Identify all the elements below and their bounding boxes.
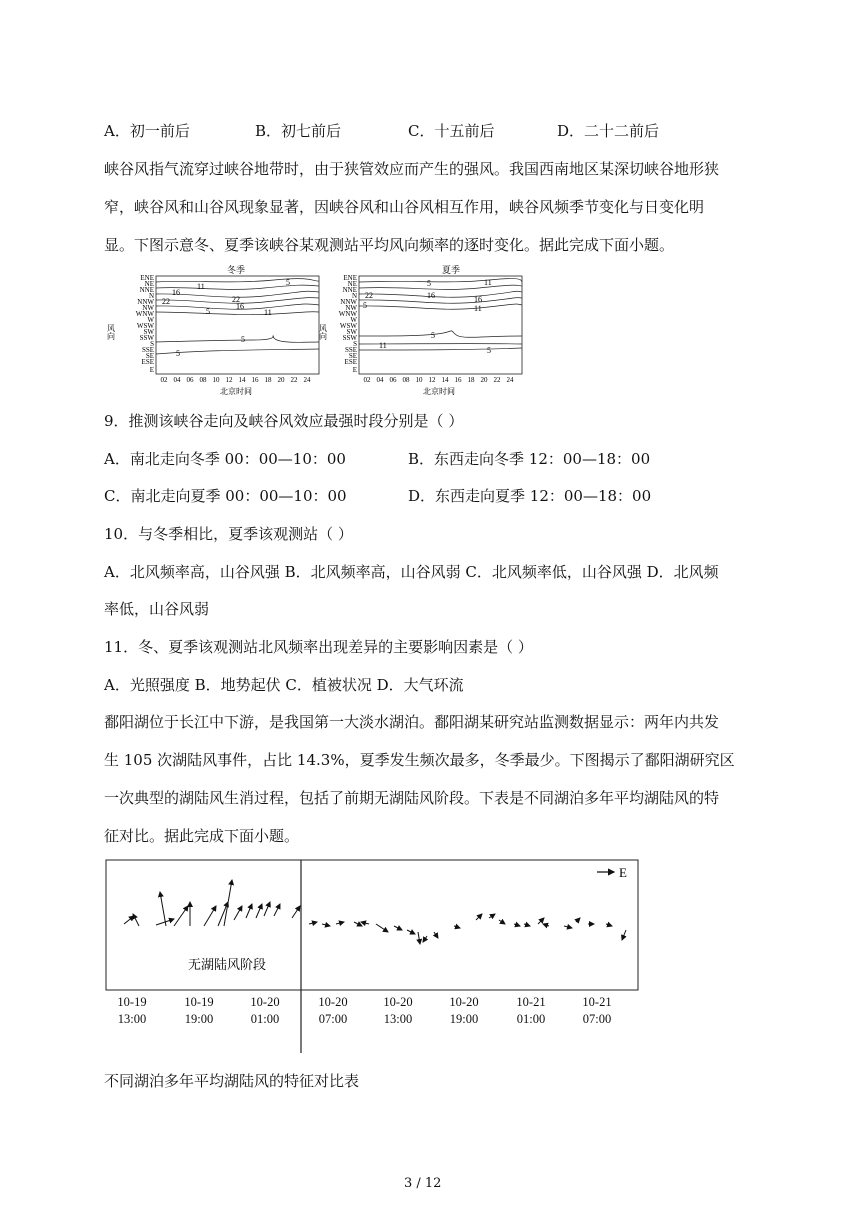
legend-label: E <box>619 865 627 880</box>
svg-text:SW: SW <box>143 328 154 336</box>
svg-text:5: 5 <box>363 301 367 310</box>
svg-text:10: 10 <box>415 376 423 384</box>
svg-text:06: 06 <box>389 376 397 384</box>
wind-vector <box>576 918 580 922</box>
svg-text:5: 5 <box>206 307 210 316</box>
svg-text:10: 10 <box>212 376 220 384</box>
wind-vector <box>322 924 330 926</box>
wind-vector <box>622 930 626 940</box>
wind-vector <box>292 906 300 918</box>
svg-text:NNW: NNW <box>340 298 357 306</box>
svg-text:18: 18 <box>264 376 272 384</box>
svg-text:11: 11 <box>197 282 205 291</box>
svg-text:16: 16 <box>454 376 462 384</box>
wind-vector <box>606 924 612 926</box>
svg-text:SSW: SSW <box>139 334 154 342</box>
wind-vector <box>434 932 438 938</box>
option-c: C．十五前后 <box>408 122 495 140</box>
wind-vector <box>204 906 216 926</box>
table-caption: 不同湖泊多年平均湖陆风的特征对比表 <box>104 1072 360 1090</box>
svg-text:ESE: ESE <box>344 358 357 366</box>
svg-text:E: E <box>352 366 357 374</box>
option-b: B．初七前后 <box>255 122 342 140</box>
wind-vector <box>133 914 139 926</box>
svg-text:20: 20 <box>480 376 488 384</box>
svg-text:ENE: ENE <box>140 274 154 282</box>
winter-title: 冬季 <box>226 265 246 275</box>
svg-text:5: 5 <box>431 331 435 340</box>
tick-time: 01:00 <box>516 1012 546 1026</box>
wind-vector <box>407 930 415 934</box>
wind-vector <box>514 924 520 926</box>
svg-text:E: E <box>149 366 154 374</box>
tick-time: 07:00 <box>318 1012 348 1026</box>
svg-text:5: 5 <box>286 278 290 287</box>
wind-vector <box>564 926 572 928</box>
wind-vector <box>476 914 482 920</box>
svg-text:5: 5 <box>176 349 180 358</box>
y-axis-label: 风向 <box>106 324 116 340</box>
tick-time: 01:00 <box>250 1012 280 1026</box>
passage-line: 征对比。据此完成下面小题。 <box>104 827 300 845</box>
passage-line: 显。下图示意冬、夏季该峡谷某观测站平均风向频率的逐时变化。据此完成下面小题。 <box>104 236 675 254</box>
tick-time: 13:00 <box>383 1012 413 1026</box>
wind-frequency-figure <box>104 264 534 399</box>
summer-plot-frame <box>359 276 522 374</box>
q9-option-a: A．南北走向冬季 00：00—10：00 <box>104 450 346 468</box>
wind-vector <box>376 924 388 932</box>
option-a: A．初一前后 <box>104 122 190 140</box>
svg-text:S: S <box>353 340 357 348</box>
svg-text:S: S <box>150 340 154 348</box>
stage-label: 无湖陆风阶段 <box>188 957 267 972</box>
svg-text:风向: 风向 <box>318 324 328 340</box>
svg-text:22: 22 <box>162 297 170 306</box>
svg-text:24: 24 <box>506 376 514 384</box>
wind-vectors <box>124 880 626 944</box>
svg-text:11: 11 <box>474 304 482 313</box>
svg-text:N: N <box>148 292 154 300</box>
svg-text:SSW: SSW <box>342 334 357 342</box>
svg-text:NW: NW <box>345 304 357 312</box>
winter-plot-frame <box>156 276 319 374</box>
svg-text:02: 02 <box>160 376 168 384</box>
wind-vector <box>336 922 344 924</box>
x-axis-label: 北京时间 <box>220 387 252 396</box>
wind-vector <box>489 914 495 918</box>
q10-options-cont: 率低，山谷风弱 <box>104 600 210 618</box>
svg-text:11: 11 <box>264 308 272 317</box>
tick-date: 10-19 <box>184 995 214 1009</box>
svg-text:14: 14 <box>238 376 246 384</box>
wind-vector <box>224 880 232 926</box>
tick-time: 07:00 <box>582 1012 612 1026</box>
question-10-stem: 10．与冬季相比，夏季该观测站（ ） <box>104 525 353 543</box>
tick-date: 10-20 <box>449 995 479 1009</box>
wind-vector <box>354 922 362 926</box>
svg-text:NW: NW <box>142 304 154 312</box>
wind-vector <box>454 926 460 928</box>
svg-text:WNW: WNW <box>338 310 357 318</box>
q10-options: A．北风频率高，山谷风强 B．北风频率高，山谷风弱 C．北风频率低，山谷风强 D．北风频 <box>104 563 719 581</box>
tick-time: 19:00 <box>184 1012 214 1026</box>
passage-line: 峡谷风指气流穿过峡谷地带时，由于狭管效应而产生的强风。我国西南地区某深切峡谷地形狭 <box>104 160 720 178</box>
svg-text:24: 24 <box>303 376 311 384</box>
wind-vector <box>394 926 402 930</box>
page-number: 3 / 12 <box>404 1176 442 1191</box>
svg-text:SSE: SSE <box>344 346 357 354</box>
svg-text:SE: SE <box>348 352 357 360</box>
tick-date: 10-21 <box>582 995 612 1009</box>
tick-date: 10-21 <box>516 995 546 1009</box>
q9-option-c: C．南北走向夏季 00：00—10：00 <box>104 487 347 505</box>
svg-text:NE: NE <box>144 280 154 288</box>
wind-vector <box>246 904 252 918</box>
svg-text:WSW: WSW <box>339 322 357 330</box>
passage-line: 鄱阳湖位于长江中下游，是我国第一大淡水湖泊。鄱阳湖某研究站监测数据显示：两年内共发 <box>104 713 720 731</box>
svg-text:12: 12 <box>225 376 233 384</box>
wind-vector <box>309 922 317 924</box>
svg-text:08: 08 <box>199 376 207 384</box>
svg-text:SE: SE <box>145 352 154 360</box>
wind-vector <box>418 932 420 944</box>
svg-text:WSW: WSW <box>136 322 154 330</box>
figure-frame <box>106 860 638 990</box>
wind-vector <box>264 902 270 916</box>
tick-time: 19:00 <box>449 1012 479 1026</box>
svg-text:ENE: ENE <box>343 274 357 282</box>
svg-text:5: 5 <box>241 335 245 344</box>
svg-text:16: 16 <box>251 376 259 384</box>
svg-text:16: 16 <box>172 288 180 297</box>
svg-text:11: 11 <box>379 341 387 350</box>
svg-text:NNW: NNW <box>137 298 154 306</box>
tick-date: 10-20 <box>383 995 413 1009</box>
wind-vector <box>234 906 242 920</box>
svg-text:W: W <box>350 316 357 324</box>
svg-text:04: 04 <box>173 376 181 384</box>
wind-vector <box>361 922 369 924</box>
svg-text:06: 06 <box>186 376 194 384</box>
passage-line: 窄，峡谷风和山谷风现象显著，因峡谷风和山谷风相互作用，峡谷风频季节变化与日变化明 <box>104 198 705 216</box>
svg-text:5: 5 <box>487 346 491 355</box>
svg-text:22: 22 <box>290 376 298 384</box>
svg-text:22: 22 <box>365 291 373 300</box>
winter-panel <box>107 264 320 396</box>
tick-date: 10-20 <box>318 995 348 1009</box>
wind-vector <box>538 918 544 924</box>
svg-text:W: W <box>147 316 154 324</box>
q11-options: A．光照强度 B．地势起伏 C．植被状况 D．大气环流 <box>104 676 464 694</box>
svg-text:NE: NE <box>347 280 357 288</box>
wind-vector <box>256 904 262 918</box>
svg-text:ESE: ESE <box>141 358 154 366</box>
wind-vector <box>124 916 134 924</box>
tick-date: 10-20 <box>250 995 280 1009</box>
svg-text:SSE: SSE <box>141 346 154 354</box>
wind-vector <box>543 924 549 926</box>
summer-panel <box>319 264 523 396</box>
svg-text:11: 11 <box>484 278 492 287</box>
svg-text:N: N <box>351 292 357 300</box>
svg-text:04: 04 <box>376 376 384 384</box>
q9-option-b: B．东西走向冬季 12：00—18：00 <box>408 450 651 468</box>
svg-text:16: 16 <box>427 291 435 300</box>
svg-text:16: 16 <box>236 302 244 311</box>
wind-vector <box>174 906 188 926</box>
question-11-stem: 11．冬、夏季该观测站北风频率出现差异的主要影响因素是（ ） <box>104 638 533 656</box>
lake-breeze-figure <box>104 858 644 1058</box>
svg-text:NNE: NNE <box>139 286 154 294</box>
question-9-stem: 9．推测该峡谷走向及峡谷风效应最强时段分别是（ ） <box>104 412 464 430</box>
svg-text:08: 08 <box>402 376 410 384</box>
wind-vector <box>423 936 427 942</box>
svg-text:02: 02 <box>363 376 371 384</box>
tick-date: 10-19 <box>117 995 147 1009</box>
svg-text:NNE: NNE <box>342 286 357 294</box>
summer-title: 夏季 <box>441 265 461 275</box>
q9-option-d: D．东西走向夏季 12：00—18：00 <box>408 487 652 505</box>
svg-text:12: 12 <box>428 376 436 384</box>
svg-text:16: 16 <box>474 295 482 304</box>
passage-line: 生 105 次湖陆风事件，占比 14.3%，夏季发生频次最多，冬季最少。下图揭示了鄱阳湖研究区 <box>104 751 735 769</box>
wind-vector <box>160 892 166 926</box>
svg-text:5: 5 <box>427 279 431 288</box>
wind-vector <box>524 924 530 926</box>
svg-text:WNW: WNW <box>135 310 154 318</box>
svg-text:14: 14 <box>441 376 449 384</box>
svg-text:北京时间: 北京时间 <box>423 387 455 396</box>
svg-text:22: 22 <box>493 376 501 384</box>
svg-text:20: 20 <box>277 376 285 384</box>
wind-vector <box>274 904 280 916</box>
svg-text:18: 18 <box>467 376 475 384</box>
tick-time: 13:00 <box>117 1012 147 1026</box>
svg-text:22: 22 <box>232 295 240 304</box>
passage-line: 一次典型的湖陆风生消过程，包括了前期无湖陆风阶段。下表是不同湖泊多年平均湖陆风的特 <box>104 789 720 807</box>
option-d: D．二十二前后 <box>557 122 660 140</box>
wind-vector <box>499 920 505 924</box>
svg-text:SW: SW <box>346 328 357 336</box>
